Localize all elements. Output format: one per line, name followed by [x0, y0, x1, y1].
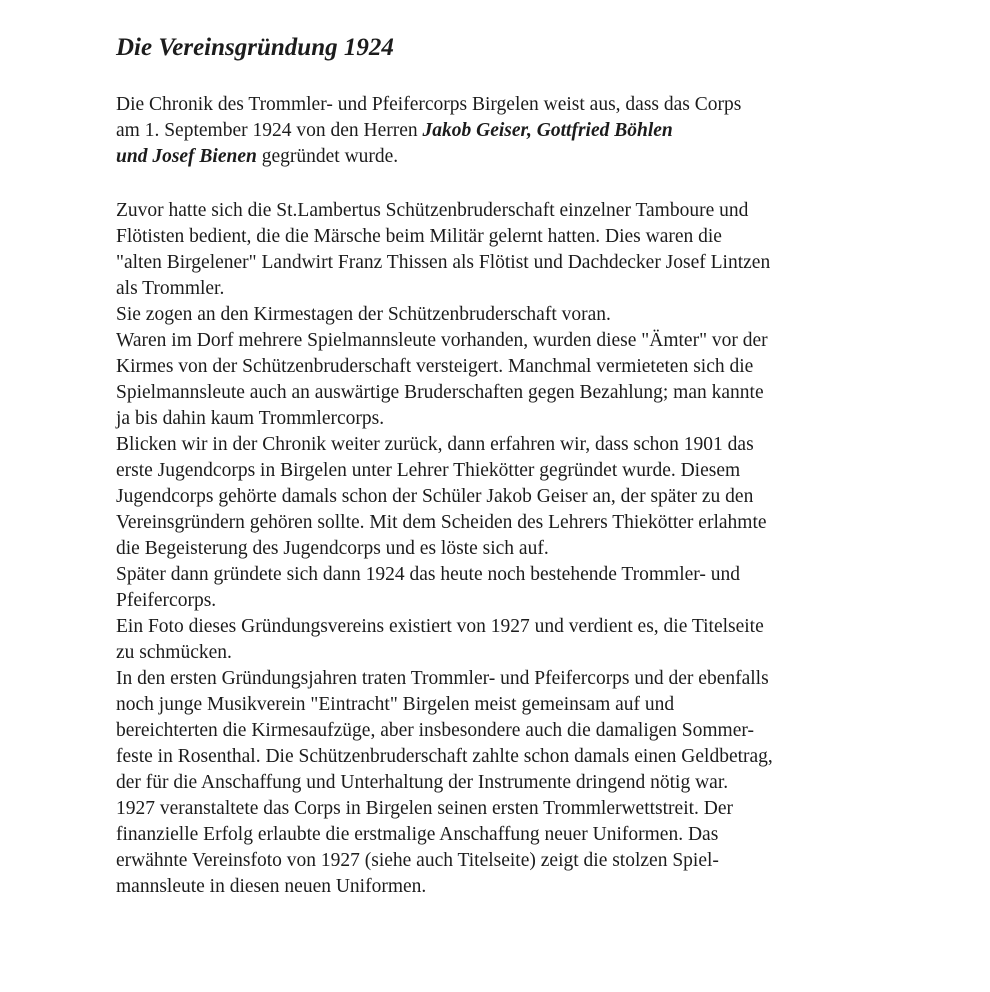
body-line: der für die Anschaffung und Unterhaltung der Instrumente dringend nötig war.: [116, 772, 729, 793]
body-line: erwähnte Vereinsfoto von 1927 (siehe auch Titelseite) zeigt die stolzen Spiel-: [116, 850, 719, 871]
body-line: Sie zogen an den Kirmestagen der Schützenbruderschaft voran.: [116, 304, 611, 325]
body-line: Ein Foto dieses Gründungsvereins existiert von 1927 und verdient es, die Titelseite: [116, 616, 764, 637]
body-line: Später dann gründete sich dann 1924 das heute noch bestehende Trommler- und: [116, 564, 741, 585]
body-text: [116, 92, 976, 900]
body-line: Zuvor hatte sich die St.Lambertus Schützenbruderschaft einzelner Tamboure und: [116, 200, 749, 221]
body-line: Flötisten bedient, die die Märsche beim Militär gelernt hatten. Dies waren die: [116, 226, 722, 247]
page-title: Die Vereinsgründung 1924: [116, 34, 394, 61]
body-line: "alten Birgelener" Landwirt Franz Thissen als Flötist und Dachdecker Josef Lintzen: [116, 252, 771, 273]
intro-text: gegründet wurde.: [256, 146, 399, 167]
body-line: noch junge Musikverein "Eintracht" Birgelen meist gemeinsam auf und: [116, 694, 675, 715]
founder-names: und Josef Bienen: [116, 146, 257, 167]
founder-names: Jakob Geiser, Gottfried Böhlen: [422, 120, 673, 141]
body-line: mannsleute in diesen neuen Uniformen.: [116, 876, 427, 897]
body-line: die Begeisterung des Jugendcorps und es löste sich auf.: [116, 538, 549, 559]
body-line: erste Jugendcorps in Birgelen unter Lehrer Thiekötter gegründet wurde. Diesem: [116, 460, 741, 481]
body-line: Kirmes von der Schützenbruderschaft versteigert. Manchmal vermieteten sich die: [116, 356, 754, 377]
body-line: zu schmücken.: [116, 642, 232, 663]
body-line: In den ersten Gründungsjahren traten Trommler- und Pfeifercorps und der ebenfalls: [116, 668, 769, 689]
body-line: Pfeifercorps.: [116, 590, 217, 611]
body-line: Waren im Dorf mehrere Spielmannsleute vorhanden, wurden diese "Ämter" vor der: [116, 330, 768, 351]
intro-line-3: [116, 144, 976, 170]
body-line: ja bis dahin kaum Trommlercorps.: [116, 408, 385, 429]
body-line: Jugendcorps gehörte damals schon der Schüler Jakob Geiser an, der später zu den: [116, 486, 754, 507]
body-line: Vereinsgründern gehören sollte. Mit dem Scheiden des Lehrers Thiekötter erlahmte: [116, 512, 767, 533]
intro-text: am 1. September 1924 von den Herren: [116, 120, 423, 141]
body-line: Spielmannsleute auch an auswärtige Bruderschaften gegen Bezahlung; man kannte: [116, 382, 764, 403]
body-paragraph: [116, 198, 976, 900]
intro-line-1: Die Chronik des Trommler- und Pfeifercorps Birgelen weist aus, dass das Corps: [116, 94, 742, 115]
body-line: feste in Rosenthal. Die Schützenbruderschaft zahlte schon damals einen Geldbetrag,: [116, 746, 773, 767]
body-line: als Trommler.: [116, 278, 225, 299]
body-line: Blicken wir in der Chronik weiter zurück, dann erfahren wir, dass schon 1901 das: [116, 434, 754, 455]
intro-line-2: [116, 118, 976, 144]
body-line: finanzielle Erfolg erlaubte die erstmalige Anschaffung neuer Uniformen. Das: [116, 824, 719, 845]
body-line: bereichterten die Kirmesaufzüge, aber insbesondere auch die damaligen Sommer-: [116, 720, 754, 741]
body-line: 1927 veranstaltete das Corps in Birgelen seinen ersten Trommlerwettstreit. Der: [116, 798, 734, 819]
paragraph-gap: [116, 170, 976, 198]
